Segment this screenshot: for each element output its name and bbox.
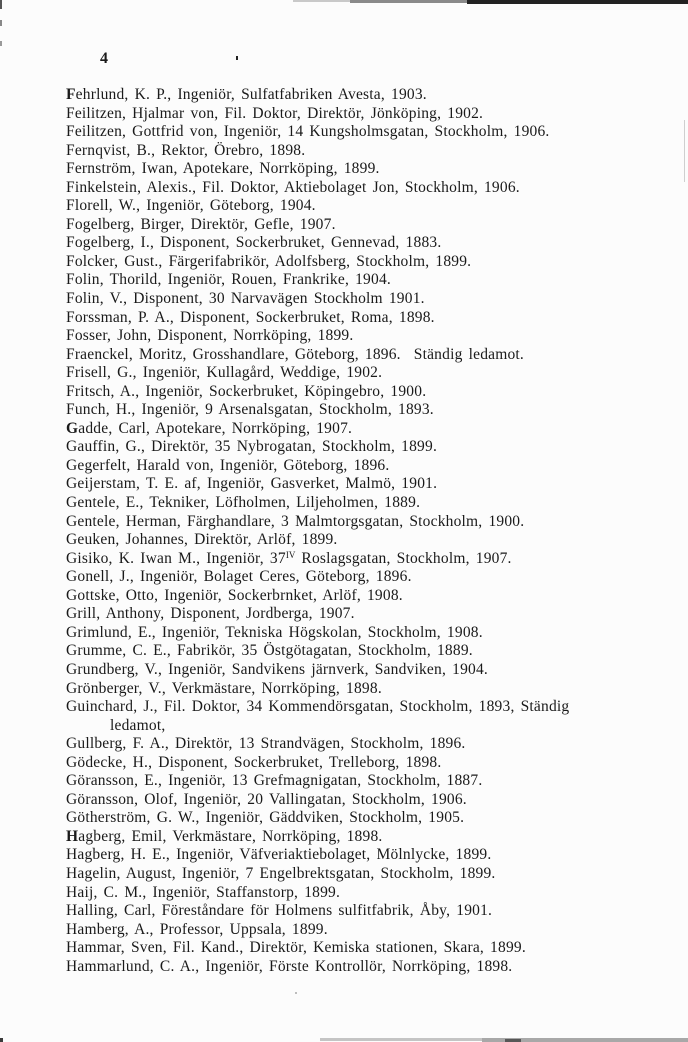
scan-artifact-top-band-light [293,0,353,2]
directory-entry: Gonell, J., Ingeniör, Bolaget Ceres, Göteborg, 1896. [66,568,412,586]
directory-entry: Hamberg, A., Professor, Uppsala, 1899. [66,920,328,938]
directory-entry: Hammar, Sven, Fil. Kand., Direktör, Kemiska stationen, Skara, 1899. [66,939,526,957]
directory-entry: Fehrlund, K. P., Ingeniör, Sulfatfabriken Avesta, 1903. [66,86,427,103]
superscript: IV [285,549,296,560]
directory-entry: Fritsch, A., Ingeniör, Sockerbruket, Köpingebro, 1900. [66,382,427,400]
directory-entry: Gentele, Herman, Färghandlare, 3 Malmtorgsgatan, Stockholm, 1900. [66,512,525,530]
directory-entry: Finkelstein, Alexis., Fil. Doktor, Aktiebolaget Jon, Stockholm, 1906. [66,178,520,196]
directory-entry: Fosser, John, Disponent, Norrköping, 1899. [66,327,354,345]
standing-member-note: Ständig ledamot. [413,345,525,363]
directory-entry: Folin, V., Disponent, 30 Narvavägen Stockholm 1901. [66,290,425,308]
directory-entry: Florell, W., Ingeniör, Göteborg, 1904. [66,197,316,215]
directory-entry: Folin, Thorild, Ingeniör, Rouen, Frankrike, 1904. [66,271,391,289]
directory-entry: Hammarlund, C. A., Ingeniör, Förste Kontrollör, Norrköping, 1898. [66,957,513,975]
directory-entry: Gottske, Otto, Ingeniör, Sockerbrnket, Arlöf, 1908. [66,586,403,604]
directory-entry: Grundberg, V., Ingeniör, Sandvikens järnverk, Sandviken, 1904. [66,660,488,678]
directory-entry: Hagelin, August, Ingeniör, 7 Engelbrektsgatan, Stockholm, 1899. [66,864,496,882]
directory-entry: Gullberg, F. A., Direktör, 13 Strandvägen, Stockholm, 1896. [66,735,466,753]
scan-artifact-left-speck [0,20,2,26]
directory-entry: Göransson, E., Ingeniör, 13 Grefmagnigatan, Stockholm, 1887. [66,772,483,790]
scan-artifact-right-edge-line [684,120,685,182]
directory-entry: Fogelberg, Birger, Direktör, Gefle, 1907. [66,215,336,233]
directory-entry: Forssman, P. A., Disponent, Sockerbruket, Roma, 1898. [66,308,435,326]
directory-entry: Gegerfelt, Harald von, Ingeniör, Göteborg, 1896. [66,456,390,474]
directory-entry: Geuken, Johannes, Direktör, Arlöf, 1899. [66,531,338,549]
directory-entry: Haij, C. M., Ingeniör, Staffanstorp, 1899. [66,883,341,901]
scan-artifact-bottom-left-speck [0,1038,3,1042]
directory-entry: Grimlund, E., Ingeniör, Tekniska Högskolan, Stockholm, 1908. [66,623,483,641]
directory-entry: Hagberg, Emil, Verkmästare, Norrköping, 1898. [66,827,383,845]
directory-entry: Hagberg, H. E., Ingeniör, Väfveriaktiebolaget, Mölnlycke, 1899. [66,846,492,864]
directory-entry: Guinchard, J., Fil. Doktor, 34 Kommendörsgatan, Stockholm, 1893, Ständig ledamot, [66,698,658,735]
directory-entry: Grumme, C. E., Fabrikör, 35 Östgötagatan, Stockholm, 1889. [66,642,473,660]
surname-initial: F [66,86,76,103]
directory-entry: Götherström, G. W., Ingeniör, Gäddviken, Stockholm, 1905. [66,809,465,827]
directory-entry: Grill, Anthony, Disponent, Jordberga, 1907. [66,605,355,623]
directory-entry: Fogelberg, I., Disponent, Sockerbruket, Gennevad, 1883. [66,234,442,252]
directory-entry: Gödecke, H., Disponent, Sockerbruket, Trelleborg, 1898. [66,753,442,771]
directory-entry: Gentele, E., Tekniker, Löfholmen, Liljeholmen, 1889. [66,494,421,512]
scan-artifact-tick [236,56,238,60]
directory-entry: Fraenckel, Moritz, Grosshandlare, Göteborg, 1896. Ständig ledamot. [66,345,525,363]
scan-artifact-top-band-mid [350,0,468,3]
directory-entry: Geijerstam, T. E. af, Ingeniör, Gasverket, Malmö, 1901. [66,475,438,493]
directory-entry: Folcker, Gust., Färgerifabrikör, Adolfsberg, Stockholm, 1899. [66,252,472,270]
scan-artifact-top-band-dark [467,0,688,4]
directory-entry: Fernqvist, B., Rektor, Örebro, 1898. [66,141,306,159]
directory-entry: Funch, H., Ingeniör, 9 Arsenalsgatan, Stockholm, 1893. [66,401,434,419]
scan-artifact-dot [295,992,297,994]
directory-entry: Gisiko, K. Iwan M., Ingeniör, $37^{IV}$ Roslagsgatan, Stockholm, 1907. [66,549,512,567]
directory-entry: Frisell, G., Ingeniör, Kullagård, Weddige, 1902. [66,364,383,382]
surname-initial: H [66,827,79,845]
scan-artifact-left-speck [0,41,2,46]
directory-entry: Göransson, Olof, Ingeniör, 20 Vallingatan, Stockholm, 1906. [66,790,467,808]
directory-entry: Gauffin, G., Direktör, 35 Nybrogatan, Stockholm, 1899. [66,438,438,456]
scan-artifact-bottom-band-light [320,1038,482,1041]
directory-entry: Fernström, Iwan, Apotekare, Norrköping, 1899. [66,160,380,178]
member-directory-list [66,86,658,976]
directory-entry: Halling, Carl, Föreståndare för Holmens sulfitfabrik, Åby, 1901. [66,902,493,920]
directory-entry: Gadde, Carl, Apotekare, Norrköping, 1907. [66,419,353,437]
surname-initial: G [66,419,79,437]
directory-entry: Feilitzen, Hjalmar von, Fil. Doktor, Direktör, Jönköping, 1902. [66,104,484,122]
entry-continuation-line: ledamot, [110,716,166,734]
scan-artifact-left-speck [0,0,2,9]
directory-entry: Grönberger, V., Verkmästare, Norrköping, 1898. [66,679,382,697]
directory-entry: Feilitzen, Gottfrid von, Ingeniör, 14 Kungsholmsgatan, Stockholm, 1906. [66,123,550,141]
page-number: 4 [100,50,109,67]
